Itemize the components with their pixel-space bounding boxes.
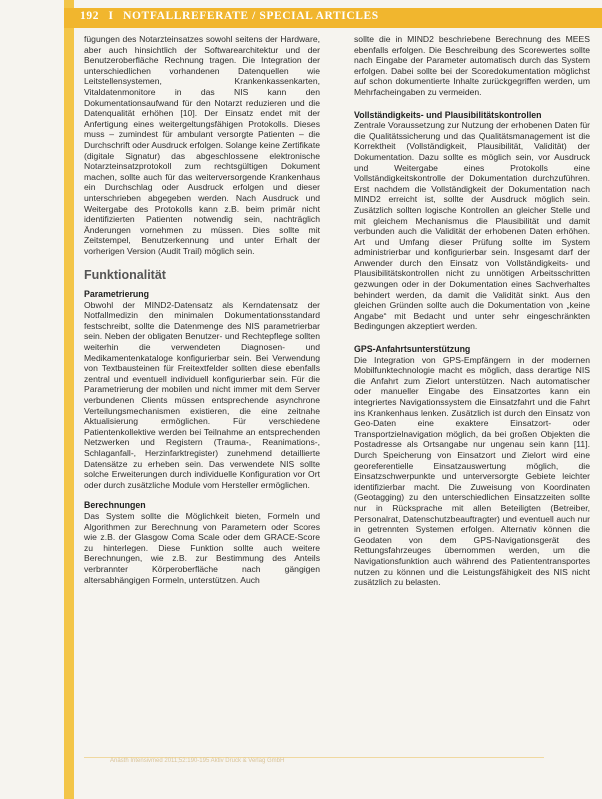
mees-paragraph: sollte die in MIND2 beschriebene Berechnung des MEES ebenfalls erfolgen. Die Beschreibung des Scorewertes sollte nach Eingabe der Parameter automatisch durch das System erfolgen. Dabei sollte bei der Scoredokumentation möglichst auf schon dokumentierte Inhalte zurückgegriffen werden, um Mehrfacheingaben zu vermeiden. [354,34,590,97]
subheading-berechnungen: Berechnungen [84,500,146,511]
section-title-functionality: Funktionalität [84,268,166,283]
header-separator: I [108,10,114,22]
footer-citation: Anästh Intensivmed 2011;52:190-195 Aktiv Druck & Verlag GmbH [110,758,285,764]
berechnungen-paragraph: Das System sollte die Möglichkeit bieten, Formeln und Algorithmen zur Berechnung von Parametern oder Scores wie z.B. der Glasgow Coma Scale oder dem GRACE-Score zu hinterlegen. Diese Funktion sollte auch weitere Berechnungen, wie z.B. zur Bestimmung des Anteils verbrannter Körperoberfläche nach gängigen altersabhängigen Formeln, unterstützen. Auch [84,510,320,585]
running-header [80,10,379,22]
subheading-gps: GPS-Anfahrtsunterstützung [354,344,471,355]
subheading-parametrierung: Parametrierung [84,289,150,300]
left-column [84,34,320,585]
subheading-completeness: Vollständigkeits- und Plausibilitätskontrollen [354,109,542,120]
parametrierung-paragraph: Obwohl der MIND2-Datensatz als Kerndatensatz der Notfallmedizin den minimalen Dokumentationsstandard festschreibt, sollte die Datenmenge des NIS parametrierbar sein. Neben der obligaten Benutzer- und Rechtepflege sollten weiterhin die verwendeten Diagnosen- und Medikamentenkataloge konfigurierbar sein. Bei Verwendung von Textbausteinen für Freitextfelder sollten diese ebenfalls zentral und eventuell individuell konfigurierbar sein. Für die Parametrierung der mobilen und nicht immer mit dem Server verbundenen Clients müssen entsprechende asynchrone Verteilungsmechanismen existieren, die eine zeitnahe Aktualisierung ermöglichen. Für verschiedene Patientenkollektive werden bei Teilnahme an entsprechenden Netzwerken und Registern (Trauma-, Reanimations-, Schlaganfall-, Herzinfarktregister) zunehmend detaillierte Datensätze zu erheben sein. Das verwendete NIS sollte solche Erweiterungen durch individuelle Konfiguration vor Ort oder durch zusätzliche Module vom Hersteller ermöglichen. [84,299,320,490]
intro-paragraph: fügungen des Notarzteinsatzes sowohl seitens der Hardware, aber auch hinsichtlich der Softwarearchitektur und der Benutzeroberfläche Rechnung tragen. Die Integration der unterschiedlichen vorhandenen Datenquellen wie Leitstellensystemen, Krankenkassenkarten, Vitaldatenmonitore in das NIS kann den Dokumentationsaufwand für den Notarzt reduzieren und die Datenqualität erhöhen [10]. Der Einsatz endet mit der Anfertigung eines weitergeltungsfähigen Protokolls. Dieses muss – zumindest für ambulant versorgte Patienten – die Durchschrift oder Ausdruck erfolgen. Solange keine Zertifikate (digitale Signatur) das abgeschlossene elektronische Notarzteinsatzprotokoll zum rechtsgültigen Dokument machen, sollte auch für das weiterversorgende Krankenhaus ein Durchschlag oder Ausdruck erfolgen und dieser unterschrieben abgegeben werden. Nach Ausdruck und Weitergabe des Protokolls kann z.B. beim primär nicht identifizierten Patienten notwendig sein, nachträglich Änderungen vornehmen zu müssen. Dies sollte mit Zeitstempel, Benutzerkennung und unter Erhalt der vorherigen Version (Audit Trail) möglich sein. [84,34,320,256]
right-column [354,34,590,588]
header-title: NOTFALLREFERATE / SPECIAL ARTICLES [123,10,379,22]
left-accent-bar [64,0,74,799]
completeness-paragraph: Zentrale Voraussetzung zur Nutzung der erhobenen Daten für die Qualitätssicherung und das Qualitätsmanagement ist die Korrektheit (Vollständigkeit, Plausibilität, Validität) der Dokumentation. Dazu sollte es möglich sein, vor Ausdruck und Weitergabe eines Protokolls eine Vollständigkeitskontrolle der Dokumentation durchzuführen. Erst nachdem die Vollständigkeit der Dokumentation nach MIND2 erreicht ist, sollte der Ausdruck möglich sein. Zusätzlich sollten logische Kontrollen an gleicher Stelle und mit gleichem Mechanismus die Plausibilität und damit verbunden auch die Validität der erhobenen Daten erhöhen. Art und Umfang dieser Prüfung sollte im System administrierbar und konfigurierbar sein. Insgesamt darf der Anwender durch den Einsatz von Vollständigkeits- und Plausibilitätskontrollen nicht zu unnötigen Arbeitsschritten gezwungen oder in der Dokumentation eines Sachverhaltes behindert werden, da damit die Validität sinkt. Aus den gleichen Gründen sollte auch die Dokumentation von „keine Angabe“ mit Bedacht und unter sehr eingeschränkten Bedingungen akzeptiert werden. [354,120,590,332]
gps-paragraph: Die Integration von GPS-Empfängern in der modernen Mobilfunktechnologie macht es möglich, dass derartige NIS die Anfahrt zum Zielort unterstützen. Nach automatischer oder manueller Eingabe des Einsatzortes kann ein integriertes Navigationssystem die Einsatzfahrt und die Fahrt ins Krankenhaus lenken. Zusätzlich ist durch den Einsatz von Geo-Daten eine exaktere Einsatzort- oder Transportzielnavigation möglich, da bei großen Objekten die Postadresse als Ortsangabe nur ungenau sein kann [11]. Durch Speicherung von Einsatzort und Zielort wird eine georeferentielle Einsatzauswertung möglich, die Einsatzschwerpunkte und unterversorgte Gebiete leichter identifizierbar macht. Die Zuweisung von Koordinaten (Geotagging) zu den unterschiedlichen Einsatzzeiten sollte nur in Rücksprache mit allen Beteiligten (Betreiber, Personalrat, Datenschutzbeauftragter) und eventuell auch nur in getrennten Systemen erfolgen. Alternativ können die Geodaten von dem GPS-Navigationsgerät des Rettungsfahrzeuges übernommen werden, um die Navigationsfunktion auch während des Patiententransportes nutzen zu können und die Leistungsfähigkeit des NIS nicht zusätzlich zu belasten. [354,354,590,588]
page-number: 192 [80,10,100,22]
